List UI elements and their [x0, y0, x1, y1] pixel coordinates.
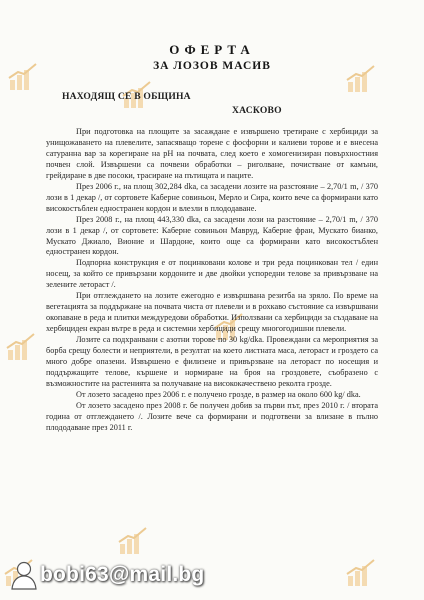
contact-email: bobi63@mail.bg	[40, 563, 205, 586]
paragraph: От лозето засадено през 2008 г. бе получен добив за първи път, през 2010 г. / втората година от отглеждането /. Лозите вече са формирани и подготвени за влизане в пълно плододаване през 2011 г.	[46, 400, 378, 432]
location-line: НАХОДЯЩ СЕ В ОБЩИНА	[62, 91, 191, 102]
watermark-chart-icon	[344, 556, 378, 590]
paragraph: През 2008 г., на площ 443,330 dka, са засадени лози на разстояние – 2,70/1 m, / 370 лози в 1 декар /, от сортовете: Каберне совиньон Мавруд, Каберне фран, Мускато бианко, Мускато Джиало, Вионие и Шардоне, които още са формирани като високостъблен едностранен кордон.	[46, 214, 378, 257]
watermark-chart-icon	[116, 524, 150, 558]
document-title: ОФЕРТА	[169, 42, 255, 57]
document-body	[46, 127, 378, 434]
person-silhouette-icon	[10, 560, 38, 590]
paragraph: При подготовка на площите за засаждане е извършено третиране с хербициди за унищожаването на плевелите, запасяващо торене с фосфорни и калиеви торове и е внесена сатуранна вар за корегиране на pH на почвата, след което е хомогенизиран повърхностния почвен слой. Извършени са почвени обработки – риголване, почистване от камъни, грейдиране в две посоки, трасиране на пътищата и паците.	[46, 127, 378, 180]
location-town: ХАСКОВО	[232, 105, 282, 116]
paragraph: При отглеждането на лозите ежегодно е извършвана резитба на зряло. По време на вегетацията за поддържане на почвата чиста от плевели и в рохкаво състояние са извършвани окопаване в реда и плитки междуредови обработки. Използвани са хербициди за създаване на хербициден екран вътре в реда и системни хербициди срещу многогодишни плевели.	[46, 291, 378, 334]
paragraph: През 2006 г., на площ 302,284 dka, са засадени лозите на разстояние – 2,70/1 m, / 370 лози в 1 декар /, от сортовете Каберне совиньон, Мерло и Сира, които вече са формирани като високостъблен едностранен кордон и влезли в плододаване.	[46, 181, 378, 213]
document-subtitle: ЗА ЛОЗОВ МАСИВ	[153, 60, 271, 72]
paragraph: Лозите са подхранвани с азотни торове по 30 kg/dka. Провеждани са мероприятия за борба срещу болести и неприятели, в резултат на което листната маса, летораст и гроздето са много добре опазени. Извършено е филизене и привързване на летораст по носещия и поддържащите телове, кършене и нормиране на броя на гроздовете, съобразено с възможностите на растенията за получаване на висококачествено реколта грозде.	[46, 335, 378, 388]
paragraph: От лозето засадено през 2006 г. е получено грозде, в размер на около 600 kg/ dka.	[76, 389, 361, 399]
watermark-chart-icon	[4, 330, 38, 364]
contact-watermark	[10, 558, 204, 592]
paragraph: Подпорна конструкция е от поцинковани колове и три реда поцинкован тел / един носещ, за който се привързани кордоните и две двойки успоредни телове за привързване на зелените летораст /.	[46, 258, 378, 290]
